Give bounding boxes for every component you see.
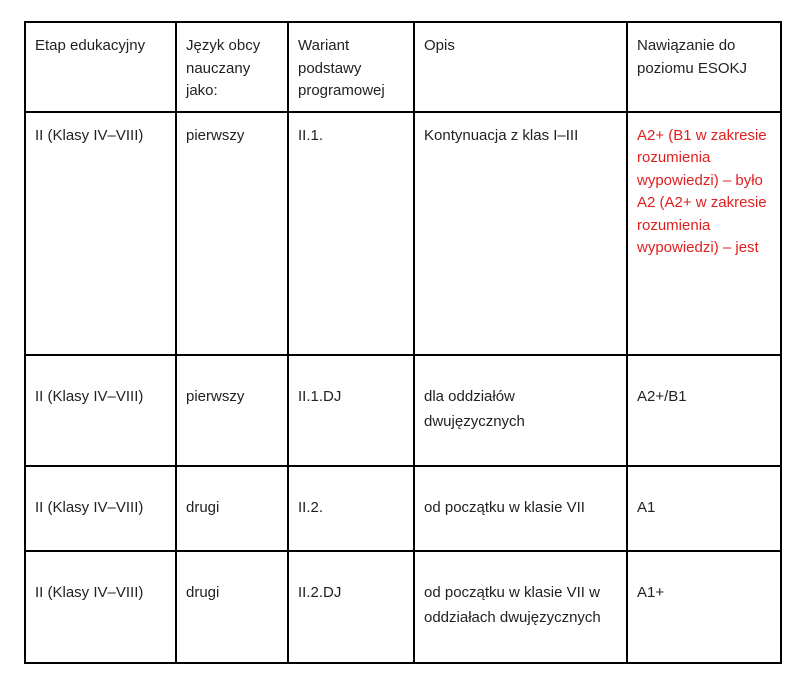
cell-level xyxy=(627,112,781,355)
cell-variant: II.2. xyxy=(288,466,414,551)
cell-description: od początku w klasie VII xyxy=(414,466,627,551)
cell-stage: II (Klasy IV–VIII) xyxy=(25,355,176,466)
cell-level: A1 xyxy=(627,466,781,551)
header-cell-stage: Etap edukacyjny xyxy=(25,22,176,112)
table-row xyxy=(25,466,781,551)
table-header-row xyxy=(25,22,781,112)
header-cell-level: Nawiązanie do poziomu ESOKJ xyxy=(627,22,781,112)
level-old-text: A2+ (B1 w zakresie rozumienia wypowiedzi) – było xyxy=(637,126,767,189)
header-cell-language: Język obcy nauczany jako: xyxy=(176,22,288,112)
table-row xyxy=(25,112,781,355)
cell-description: dla oddziałów dwujęzycznych xyxy=(414,355,627,466)
cell-level: A1+ xyxy=(627,551,781,663)
curriculum-table xyxy=(24,21,782,664)
cell-variant: II.2.DJ xyxy=(288,551,414,663)
cell-language: pierwszy xyxy=(176,355,288,466)
cell-description: Kontynuacja z klas I–III xyxy=(414,112,627,355)
cell-stage: II (Klasy IV–VIII) xyxy=(25,466,176,551)
cell-level: A2+/B1 xyxy=(627,355,781,466)
cell-variant: II.1. xyxy=(288,112,414,355)
cell-stage: II (Klasy IV–VIII) xyxy=(25,112,176,355)
level-new-text: A2 (A2+ w zakresie rozumienia wypowiedzi) – jest xyxy=(637,194,767,256)
cell-variant: II.1.DJ xyxy=(288,355,414,466)
cell-stage: II (Klasy IV–VIII) xyxy=(25,551,176,663)
cell-description: od początku w klasie VII w oddziałach dwujęzycznych xyxy=(414,551,627,663)
table-row xyxy=(25,355,781,466)
cell-language: drugi xyxy=(176,551,288,663)
cell-language: pierwszy xyxy=(176,112,288,355)
cell-language: drugi xyxy=(176,466,288,551)
header-cell-description: Opis xyxy=(414,22,627,112)
table-row xyxy=(25,551,781,663)
header-cell-variant: Wariant podstawy programowej xyxy=(288,22,414,112)
